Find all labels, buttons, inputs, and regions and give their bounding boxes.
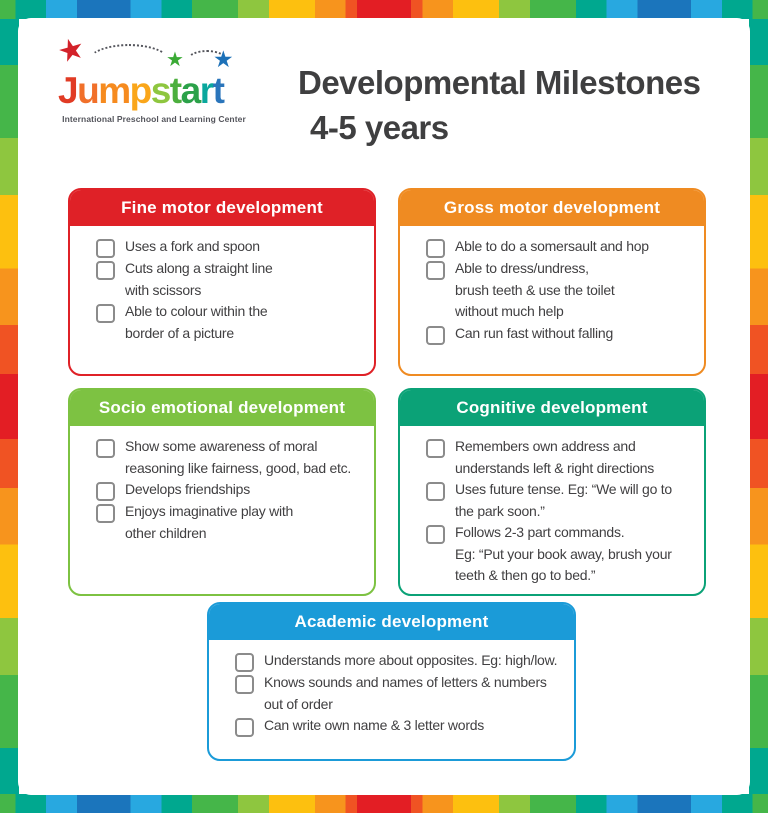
card-body — [209, 640, 574, 737]
checkbox[interactable] — [426, 239, 445, 258]
checklist-item — [96, 479, 370, 501]
item-line: Cuts along a straight line — [125, 260, 273, 276]
checklist-item — [426, 479, 700, 522]
card-header — [70, 390, 374, 426]
item-line: Uses future tense. Eg: “We will go to — [455, 481, 672, 497]
checkbox[interactable] — [96, 261, 115, 280]
checklist-item — [426, 323, 700, 345]
jumpstart-logo — [53, 30, 252, 124]
item-line: reasoning like fairness, good, bad etc. — [125, 459, 352, 476]
frame-stripe-bottom — [0, 794, 768, 813]
item-line: Enjoys imaginative play with — [125, 503, 294, 519]
checklist-item — [426, 436, 700, 479]
item-line: Knows sounds and names of letters & numbers — [264, 674, 547, 690]
brand-wordmark — [58, 70, 223, 112]
item-line: brush teeth & use the toilet — [455, 281, 615, 298]
card-socio-emotional — [68, 388, 376, 596]
card-header — [70, 190, 374, 226]
item-line: teeth & then go to bed.” — [455, 567, 596, 583]
frame-stripe-right — [749, 0, 768, 813]
card-header — [209, 604, 574, 640]
checkbox[interactable] — [235, 718, 254, 737]
item-line: with scissors — [125, 281, 202, 298]
card-body — [70, 426, 374, 544]
item-line: Able to colour within the — [125, 303, 268, 319]
checklist-item — [426, 236, 700, 258]
red-star-icon: ★ — [53, 30, 89, 71]
item-line: the park soon.” — [455, 502, 545, 519]
card-title: Fine motor development — [121, 198, 323, 217]
checklist-item — [235, 715, 570, 737]
checklist-item — [96, 258, 370, 301]
checkbox[interactable] — [96, 482, 115, 501]
item-line: Able to do a somersault and hop — [455, 238, 649, 254]
brand-letter: J — [58, 70, 78, 111]
card-title: Socio emotional development — [98, 398, 346, 417]
brand-letter: r — [199, 70, 213, 111]
card-title: Academic development — [294, 612, 489, 631]
card-body — [70, 226, 374, 344]
item-line: Understands more about opposites. Eg: high/low. — [264, 652, 558, 668]
item-line: Remembers own address and — [455, 438, 636, 454]
frame-stripe-left — [0, 0, 19, 813]
checkbox[interactable] — [235, 675, 254, 694]
card-gross-motor — [398, 188, 706, 376]
item-line: Able to dress/undress, — [455, 260, 589, 276]
checklist-item — [426, 258, 700, 323]
item-line: without much help — [455, 303, 564, 319]
checkbox[interactable] — [96, 504, 115, 523]
blue-star-icon: ★ — [213, 46, 234, 72]
brand-letter: m — [98, 70, 130, 111]
item-line: border of a picture — [125, 324, 234, 341]
item-line: Follows 2-3 part commands. — [455, 524, 625, 540]
frame-stripe-top — [0, 0, 768, 19]
checkbox[interactable] — [96, 239, 115, 258]
brand-letter: a — [180, 70, 200, 111]
brand-letter: t — [169, 70, 181, 111]
item-line: out of order — [264, 695, 333, 712]
brand-letter: s — [150, 70, 170, 111]
card-title: Cognitive development — [456, 398, 648, 417]
checkbox[interactable] — [426, 261, 445, 280]
card-title: Gross motor development — [443, 198, 661, 217]
item-line: Can write own name & 3 letter words — [264, 717, 485, 733]
checkbox[interactable] — [426, 326, 445, 345]
brand-letter: t — [212, 70, 224, 111]
checkbox[interactable] — [426, 482, 445, 501]
page-title — [298, 60, 700, 150]
brand-letter: u — [77, 70, 99, 111]
card-academic — [207, 602, 576, 761]
checkbox[interactable] — [96, 304, 115, 323]
checkbox[interactable] — [96, 439, 115, 458]
logo-tagline: International Preschool and Learning Center — [62, 114, 246, 124]
checkbox[interactable] — [426, 439, 445, 458]
item-line: Develops friendships — [125, 481, 250, 497]
card-body — [400, 226, 704, 345]
checkbox[interactable] — [426, 525, 445, 544]
checklist-item — [96, 301, 370, 344]
checklist-item — [96, 501, 370, 544]
card-body — [400, 426, 704, 587]
card-header — [400, 190, 704, 226]
card-fine-motor — [68, 188, 376, 376]
checklist-item — [96, 436, 370, 479]
item-line: other children — [125, 524, 207, 541]
checklist-item — [426, 522, 700, 587]
checkbox[interactable] — [235, 653, 254, 672]
green-star-icon: ★ — [166, 49, 184, 71]
item-line: understands left & right directions — [455, 459, 655, 476]
item-line: Uses a fork and spoon — [125, 238, 260, 254]
item-line: Show some awareness of moral — [125, 438, 318, 454]
page-title-line2: 4-5 years — [310, 109, 449, 146]
item-line: Eg: “Put your book away, brush your — [455, 545, 672, 562]
checklist-item — [96, 236, 370, 258]
brand-letter: p — [129, 70, 151, 111]
page-title-line1: Developmental Milestones — [298, 64, 701, 101]
checklist-item — [235, 672, 570, 715]
checklist-item — [235, 650, 570, 672]
item-line: Can run fast without falling — [455, 324, 613, 341]
card-header — [400, 390, 704, 426]
card-cognitive — [398, 388, 706, 596]
